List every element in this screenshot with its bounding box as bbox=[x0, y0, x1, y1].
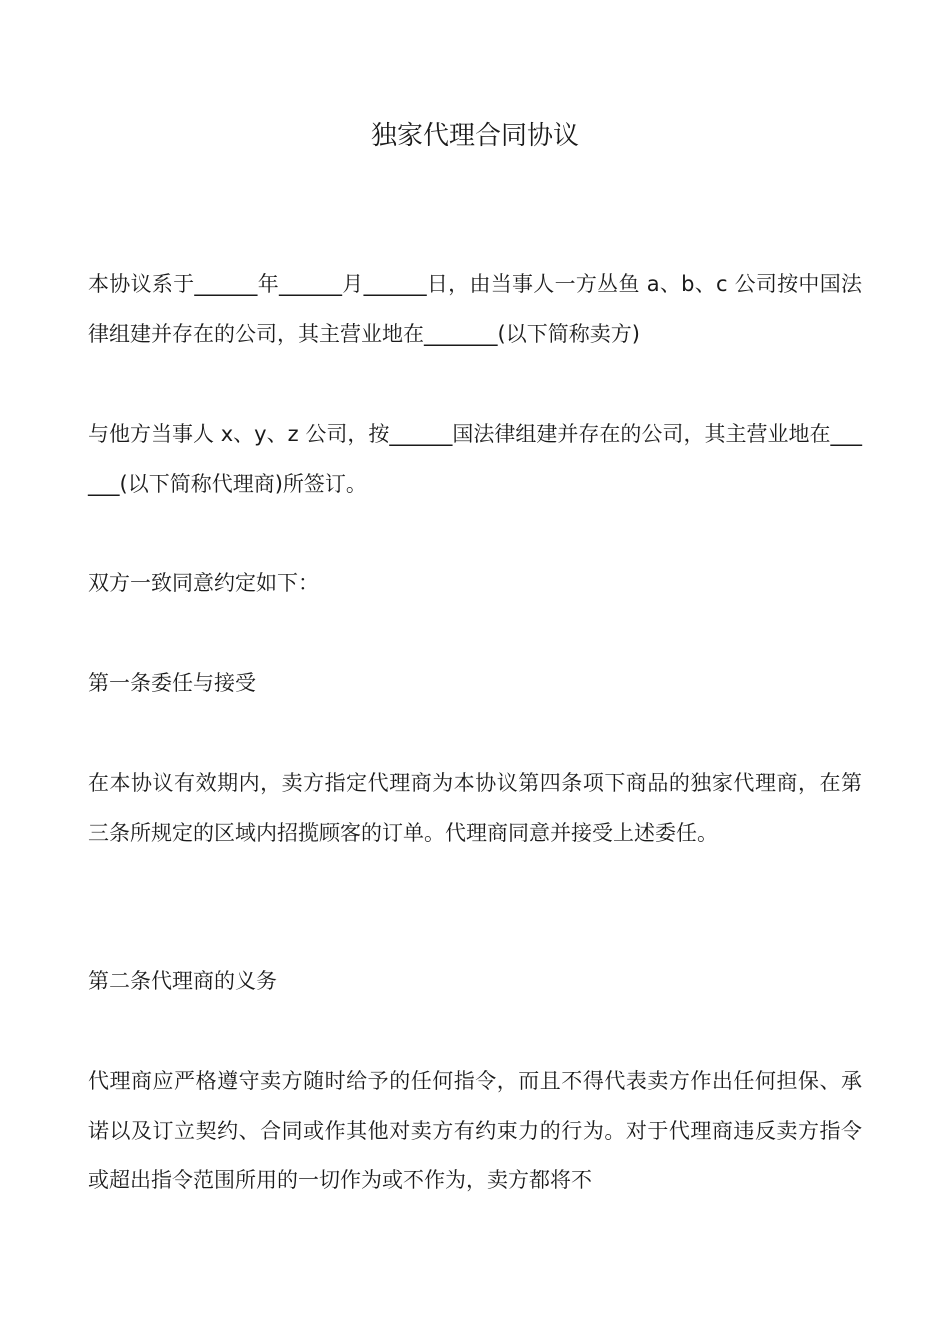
paragraph-article-1: 在本协议有效期内，卖方指定代理商为本协议第四条项下商品的独家代理商，在第三条所规定的区域内招揽顾客的订单。代理商同意并接受上述委任。 bbox=[88, 771, 862, 845]
document-title: 独家代理合同协议 bbox=[370, 121, 579, 151]
paragraph-article-2: 代理商应严格遵守卖方随时给予的任何指令，而且不得代表卖方作出任何担保、承诺以及订立契约、合同或作其他对卖方有约束力的行为。对于代理商违反卖方指令或超出指令范围所用的一切作为或不作为，卖方都将不 bbox=[88, 1069, 862, 1192]
section-heading-article-1: 第一条委任与接受 bbox=[88, 671, 256, 695]
section-heading-article-2: 第二条代理商的义务 bbox=[88, 969, 277, 993]
paragraph-parties-agent: 与他方当事人 x、y、z 公司，按______国法律组建并存在的公司，其主营业地在______(以下简称代理商)所签订。 bbox=[88, 422, 862, 496]
paragraph-parties-seller: 本协议系于______年______月______日，由当事人一方丛鱼 a、b、c 公司按中国法律组建并存在的公司，其主营业地在_______(以下简称卖方) bbox=[88, 272, 862, 346]
paragraph-agreement-intro: 双方一致同意约定如下： bbox=[88, 571, 319, 595]
